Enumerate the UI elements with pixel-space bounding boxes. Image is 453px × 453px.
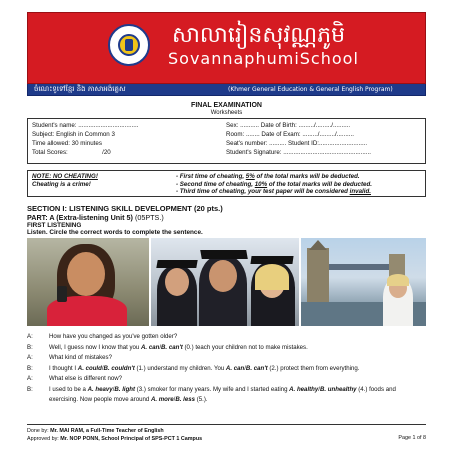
cheating-notice bbox=[27, 170, 426, 197]
dialogue-line: B: I used to be a A. heavy/B. light (3.) smoker for many years. My wife and I started eating A. healthy/B. unhealthy (4.) foods and bbox=[27, 385, 396, 393]
answer-option[interactable]: A. heavy bbox=[87, 385, 113, 393]
student-info-box bbox=[27, 118, 426, 164]
answer-option[interactable]: B. unhealthy bbox=[319, 385, 357, 393]
dialogue-line: B: I thought I A. could/B. couldn't (1.) understand my children. You A. can/B. can't (2.) protect them from everything. bbox=[27, 364, 360, 372]
english-school-title: SovannaphumiSchool bbox=[168, 49, 359, 68]
time-allowed-line: Time allowed: 30 minutes bbox=[32, 140, 102, 147]
photo-woman-phone bbox=[27, 238, 149, 326]
english-program-label: (Khmer General Education & General English Program) bbox=[228, 86, 393, 93]
photo-tower-bridge bbox=[301, 238, 426, 326]
penalty-percent-1: 5% bbox=[245, 173, 255, 180]
answer-option[interactable]: B. less bbox=[175, 396, 196, 403]
svg-text:សាលារៀនសុវណ្ណភូមិ: សាលារៀនសុវណ្ណភូមិ bbox=[172, 23, 346, 48]
exam-title: FINAL EXAMINATION bbox=[191, 102, 262, 109]
notice-heading: NOTE: NO CHEATING! bbox=[32, 173, 98, 180]
khmer-program-label: ចំណេះទូទៅខ្មែរ និង ភាសាអង់គ្លេស bbox=[34, 84, 126, 93]
program-bar bbox=[27, 84, 426, 96]
signature-field[interactable]: Student's Signature: ................................................... bbox=[226, 149, 371, 156]
seat-id-field[interactable]: Seat's number: .......... Student ID:............................ bbox=[226, 140, 368, 147]
dialogue-line: A: What kind of mistakes? bbox=[27, 354, 112, 361]
page-number: Page 1 of 8 bbox=[398, 435, 426, 441]
answer-option[interactable]: B. can't bbox=[161, 343, 183, 351]
answer-option[interactable]: A. can bbox=[141, 343, 160, 351]
student-name-field[interactable]: Student's name: ................................... bbox=[32, 122, 139, 129]
photo-strip bbox=[27, 238, 426, 326]
dialogue-line: B: Well, I guess now I know that you A. can/B. can't (0.) teach your children not to make mistakes. bbox=[27, 343, 308, 351]
answer-option[interactable]: B. light bbox=[114, 385, 136, 393]
approved-by-line: Approved by: Mr. NOP PONN, School Principal of SPS-PCT 1 Campus bbox=[27, 436, 203, 442]
done-by-line: Done by: Mr. MAI RAM, a Full-Time Teacher of English bbox=[27, 428, 164, 434]
listening-dialogue bbox=[27, 332, 426, 406]
exam-subtitle: Worksheets bbox=[210, 110, 243, 116]
dialogue-line: A: What else is different now? bbox=[27, 375, 123, 382]
answer-option[interactable]: A. can bbox=[225, 364, 245, 372]
answer-option[interactable]: A. healthy bbox=[289, 385, 319, 393]
answer-option[interactable]: A. could bbox=[77, 364, 102, 372]
notice-subheading: Cheating is a crime! bbox=[32, 180, 91, 188]
dialogue-line: exercising. Now people move around A. more/B. less (5.). bbox=[49, 396, 208, 403]
khmer-school-title bbox=[170, 15, 370, 49]
first-listening-heading: FIRST LISTENING bbox=[27, 222, 82, 229]
school-banner bbox=[27, 12, 426, 84]
penalty-list: - First time of cheating, 5% of the total marks will be deducted. - Second time of cheating, 10% of the total marks will be deducted. - Third time of cheating, your test paper will be considered invalid. bbox=[176, 173, 372, 195]
penalty-invalid: invalid. bbox=[349, 188, 371, 195]
dialogue-line: A: How have you changed as you've gotten older? bbox=[27, 333, 178, 340]
part-title: PART: A (Extra-listening Unit 5) (05PTS.) bbox=[27, 213, 164, 222]
answer-option[interactable]: B. couldn't bbox=[103, 364, 135, 372]
answer-option[interactable]: B. can't bbox=[245, 364, 268, 372]
total-scores-field[interactable]: Total Scores: /20 bbox=[32, 149, 111, 156]
penalty-percent-2: 10% bbox=[254, 180, 268, 188]
subject-line: Subject: English in Common 3 bbox=[32, 131, 115, 138]
answer-option[interactable]: A. more bbox=[150, 396, 174, 403]
instruction-text: Listen. Circle the correct words to complete the sentence. bbox=[27, 229, 203, 236]
photo-graduates bbox=[151, 238, 299, 326]
sex-dob-field[interactable]: Sex: ........... Date of Birth: ........./........./.......... bbox=[226, 122, 351, 129]
school-logo-icon bbox=[108, 24, 150, 66]
page-footer bbox=[27, 424, 426, 443]
room-date-field[interactable]: Room: ........ Date of Exam: ........./........./.......... bbox=[226, 131, 354, 138]
section-title: SECTION I: LISTENING SKILL DEVELOPMENT (20 pts.) bbox=[27, 204, 223, 213]
